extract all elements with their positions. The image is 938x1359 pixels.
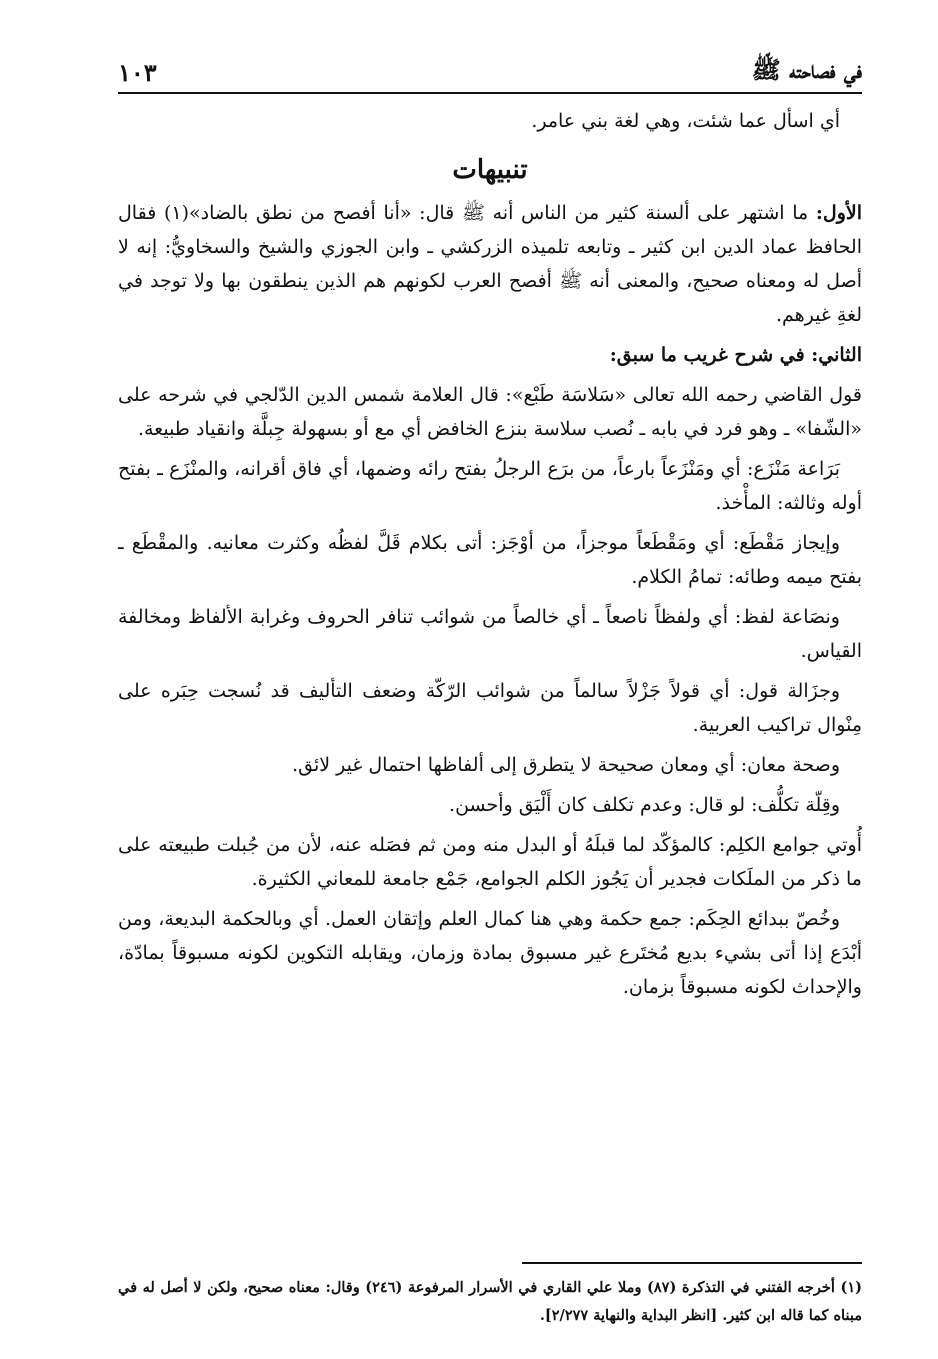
paragraph-sihha: وصحة معان: أي ومعان صحيحة لا يتطرق إلى ألفاظها احتمال غير لائق. bbox=[292, 754, 840, 776]
paragraph-jazala: وجزَالة قول: أي قولاً جَزْلاً سالماً من شوائب الرّكّة وضعف التأليف قد نُسجت حِبَره على مِنْوال تراكيب العربية. bbox=[118, 680, 862, 736]
paragraph-qilla: وقِلّة تكلُّف: لو قال: وعدم تكلف كان أَلْيَق وأحسن. bbox=[449, 794, 840, 816]
paragraph-qadi: قول القاضي رحمه الله تعالى «سَلاسَة طَبْع»: قال العلامة شمس الدين الدّلجي في شرحه على «الشّفا» ـ وهو فرد في بابه ـ نُصب سلاسة بنزع الخافض أي مع أو بسهولة جِبلَّة وانقياد طبيعة. bbox=[118, 384, 862, 440]
page-number: ١٠٣ bbox=[118, 57, 157, 87]
first-note-lead: الأول: bbox=[815, 202, 862, 224]
main-text bbox=[118, 104, 862, 1010]
header-rule bbox=[118, 92, 862, 94]
paragraph-khuss: وخُصّ ببدائع الحِكَم: جمع حكمة وهي هنا كمال العلم وإتقان العمل. أي وبالحكمة البديعة، ومن أبْدَع إذا أتى بشيء بديع مُختَرع غير مسبوق بمادة وزمان، ويقابله التكوين لكونه مسبوقاً بمادّة، والإحداث لكونه مسبوقاً بزمان. bbox=[118, 908, 862, 998]
paragraph-intro: أي اسأل عما شئت، وهي لغة بني عامر. bbox=[531, 110, 840, 132]
paragraph-ijaz: وإيجاز مَقْطَع: أي ومَقْطَعاً موجزاً، من أوْجَز: أتى بكلام قَلَّ لفظُه وكثرت معانيه. والمقْطَع ـ بفتح ميمه وطائه: تمامُ الكلام. bbox=[118, 532, 862, 588]
paragraph-nasaa: ونصَاعة لفظ: أي ولفظاً ناصعاً ـ أي خالصاً من شوائب تنافر الحروف وغرابة الألفاظ ومخالفة القياس. bbox=[118, 606, 862, 662]
paragraph-jawami: أُوتي جوامع الكلِم: كالمؤكّد لما قبلَهُ أو البدل منه ومن ثم فصَله عنه، لأن من جُبلت طبيعته على ما ذكر من الملَكات فجدير أن يَجُوز الكلم الجوامع، جَمْع جامعة للمعاني الكثيرة. bbox=[118, 834, 862, 890]
first-note-text: ما اشتهر على ألسنة كثير من الناس أنه ﷺ قال: «أنا أفصح من نطق بالضاد»(١) فقال الحافظ عماد الدين ابن كثير ـ وتابعه تلميذه الزركشي ـ وابن الجوزي والشيخ والسخاويُّ: إنه لا أصل له ومعناه صحيح، والمعنى أنه ﷺ أفصح العرب لكونهم هم الذين ينطقون بها ولا توجد في لغةِ غيرهم. bbox=[118, 202, 862, 326]
paragraph-baraa: بَرَاعة مَنْزَع: أي ومَنْزَعاً بارعاً، من برَع الرجلُ بفتح رائه وضمها، أي فاق أقرانه، والمنْزَع ـ بفتح أوله وثالثه: المأْخذ. bbox=[118, 458, 862, 514]
second-note-lead: الثاني: في شرح غريب ما سبق: bbox=[609, 344, 862, 366]
paragraph-first-note bbox=[118, 196, 862, 332]
running-header bbox=[118, 50, 862, 94]
section-heading: تنبيهات bbox=[452, 155, 528, 185]
footnote-rule bbox=[522, 1262, 862, 1264]
running-title: في فصاحته ﷺ bbox=[751, 54, 862, 84]
footnote: (١) أخرجه الفتني في التذكرة (٨٧) وملا علي القاري في الأسرار المرفوعة (٢٤٦) وقال: معناه صحيح، ولكن لا أصل له في مبناه كما قاله ابن كثير. [انظر البداية والنهاية ٢/٢٧٧]. bbox=[118, 1279, 862, 1324]
